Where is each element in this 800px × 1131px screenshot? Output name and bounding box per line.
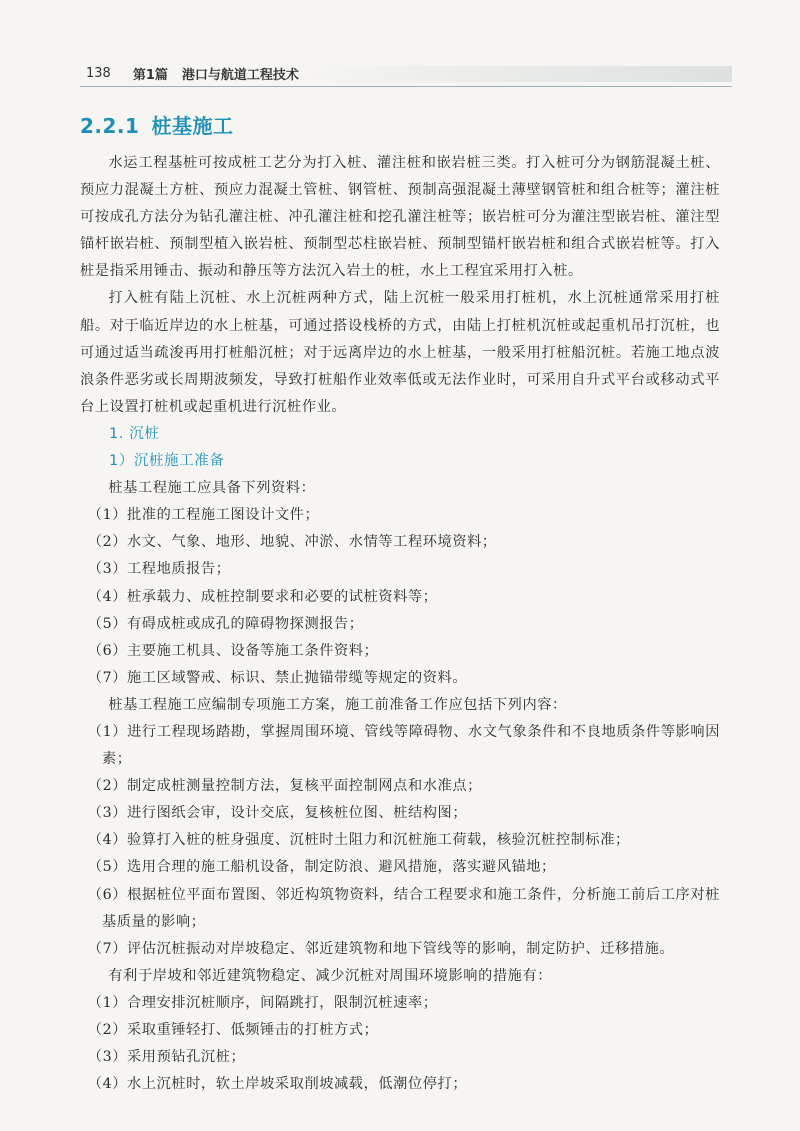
list-item: （6）主要施工机具、设备等施工条件资料； — [87, 642, 379, 659]
book-title: 港口与航道工程技术 — [181, 67, 299, 83]
list-item: （7）施工区域警戒、标识、禁止抛锚带缆等规定的资料。 — [87, 669, 468, 686]
list-item: （1）合理安排沉桩顺序，间隔跳打，限制沉桩速率； — [87, 994, 438, 1011]
list-item: （6）根据桩位平面布置图、邻近构筑物资料，结合工程要求和施工条件，分析施工前后工序对桩基质量的影响； — [87, 886, 720, 930]
paragraph: 水运工程基桩可按成桩工艺分为打入桩、灌注桩和嵌岩桩三类。打入桩可分为钢筋混凝土桩、预应力混凝土方桩、预应力混凝土管桩、钢管桩、预制高强混凝土薄壁钢管桩和组合桩等；灌注桩可按成孔方法分为钻孔灌注桩、冲孔灌注桩和挖孔灌注桩等；嵌岩桩可分为灌注型嵌岩桩、灌注型锚杆嵌岩桩、预制型植入嵌岩桩、预制型芯柱嵌岩桩、预制型锚杆嵌岩桩和组合式嵌岩桩等。打入桩是指采用锤击、振动和静压等方法沉入岩土的桩，水上工程宜采用打入桩。 — [80, 155, 720, 280]
list-item: （2）制定成桩测量控制方法，复核平面控制网点和水准点； — [87, 778, 482, 795]
list-item: （3）采用预钻孔沉桩； — [87, 1049, 246, 1066]
list-item: （2）采取重锤轻打、低频锤击的打桩方式； — [87, 1022, 379, 1038]
part-label: 第1篇 — [132, 67, 168, 83]
list-item: （5）有碍成桩或成孔的障碍物探测报告； — [87, 615, 364, 632]
list-lead: 桩基工程施工应具备下列资料： — [108, 480, 316, 497]
subheading-level1: 1. 沉桩 — [109, 425, 160, 442]
body-text — [80, 150, 720, 1098]
page-number: 138 — [86, 65, 111, 81]
section-heading: 桩基施工 — [151, 114, 234, 138]
running-header — [86, 62, 726, 84]
list-item: （1）进行工程现场踏勘，掌握周围环境、管线等障碍物、水文气象条件和不良地质条件等影响因素； — [87, 723, 720, 768]
list-lead: 桩基工程施工应编制专项施工方案，施工前准备工作应包括下列内容： — [108, 696, 567, 713]
list-item: （5）选用合理的施工船机设备，制定防浪、避风措施，落实避风锚地； — [87, 859, 556, 876]
list-item: （4）水上沉桩时，软土岸坡采取削坡减载，低潮位停打； — [87, 1076, 468, 1093]
section-number: 2.2.1 — [80, 114, 140, 138]
list-item: （4）验算打入桩的桩身强度、沉桩时土阻力和沉桩施工荷载，核验沉桩控制标准； — [87, 832, 630, 849]
subheading-level2: 1）沉桩施工准备 — [109, 453, 225, 470]
paragraph: 打入桩有陆上沉桩、水上沉桩两种方式，陆上沉桩一般采用打桩机，水上沉桩通常采用打桩船。对于临近岸边的水上桩基，可通过搭设栈桥的方式，由陆上打桩机沉桩或起重机吊打沉桩，也可通过适当疏浚再用打桩船沉桩；对于远离岸边的水上桩基，一般采用打桩船沉桩。若施工地点波浪条件恶劣或长周期波频发，导致打桩船作业效率低或无法作业时，可采用自升式平台或移动式平台上设置打桩机或起重机进行沉桩作业。 — [80, 290, 720, 415]
list-item: （3）进行图纸会审，设计交底，复核桩位图、桩结构图； — [87, 805, 468, 822]
list-item: （7）评估沉桩振动对岸坡稳定、邻近建筑物和地下管线等的影响，制定防护、迁移措施。 — [87, 940, 675, 957]
list-item: （4）桩承载力、成桩控制要求和必要的试桩资料等； — [87, 588, 438, 605]
list-item: （2）水文、气象、地形、地貌、冲淤、水情等工程环境资料； — [87, 534, 497, 551]
list-lead: 有利于岸坡和邻近建筑物稳定、减少沉桩对周围环境影响的措施有： — [108, 967, 553, 984]
list-item: （3）工程地质报告； — [87, 561, 231, 578]
section-title — [80, 110, 233, 139]
list-item: （1）批准的工程施工图设计文件； — [87, 507, 320, 524]
header-rule — [80, 86, 732, 87]
